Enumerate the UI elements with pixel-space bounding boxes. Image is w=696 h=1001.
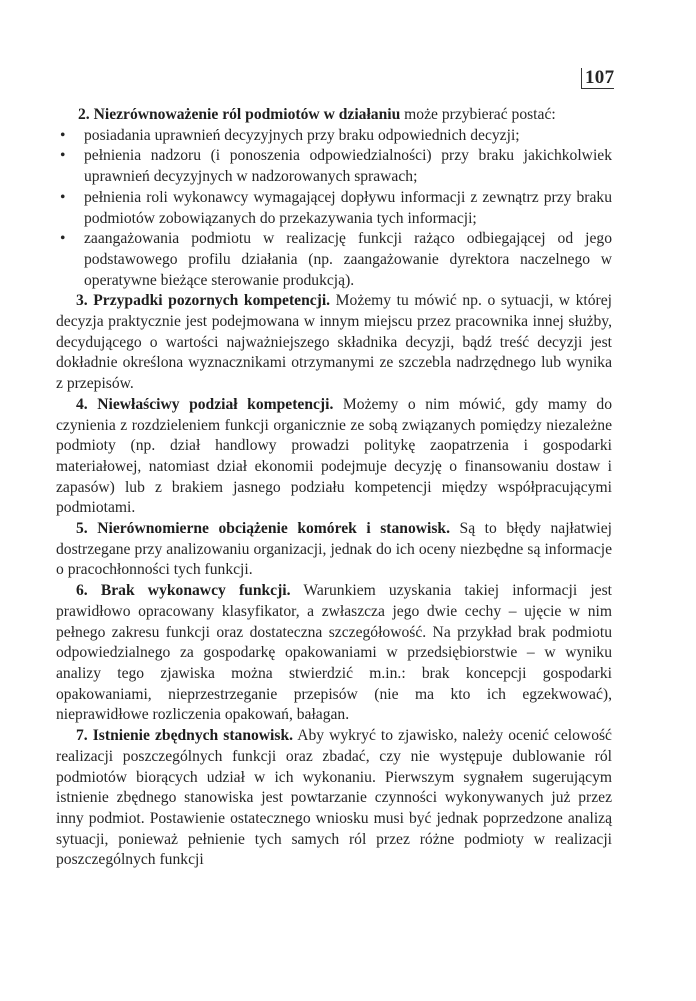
bullet-list	[56, 126, 612, 292]
paragraph-section-2	[56, 105, 612, 126]
bullet-marker: •	[60, 188, 66, 206]
list-item	[56, 126, 612, 147]
section-4-text: Możemy o nim mówić, gdy mamy do czynienia z rozdzieleniem funkcji organicznie ze sobą związanych pomiędzy niezależne podmioty (np. dział handlowy prowadzi politykę zaopatrzenia i gospodarki materiałowej, natomiast dział ekonomii podejmuje decyzję o finansowaniu dostaw i zapasów) lub z brakiem jasnego podziału kompetencji między współpracującymi podmiotami.	[56, 395, 613, 517]
list-item	[56, 146, 612, 187]
list-item-text: zaangażowania podmiotu w realizację funkcji rażąco odbiegającej od jego podstawowego profilu działania (np. zaangażowanie dyrektora naczelnego w operatywne bieżące sterowanie produkcją).	[84, 230, 612, 289]
bullet-marker: •	[60, 147, 66, 165]
section-2-text: może przybierać postać:	[400, 106, 556, 123]
paragraph-section-4	[56, 395, 612, 519]
paragraph-section-5	[56, 519, 612, 581]
paragraph-section-3	[56, 291, 612, 395]
paragraph-section-6	[56, 581, 612, 726]
section-3-text: Możemy tu mówić np. o sytuacji, w której decyzja praktycznie jest podejmowana w innym miejscu przez pracownika innej służby, decydującego o wartości najważniejszego składnika decyzji, bądź treść decyzji jest dokładnie określona wyznacznikami otrzymanymi ze szczebla nadrzędnego lub wynika z przepisów.	[56, 292, 613, 393]
section-6-heading: 6. Brak wykonawcy funkcji.	[76, 582, 291, 600]
list-item	[56, 188, 612, 229]
list-item-text: pełnienia roli wykonawcy wymagającej dopływu informacji z zewnątrz przy braku podmiotów zobowiązanych do przekazywania tych informacji;	[84, 188, 612, 227]
list-item-text: posiadania uprawnień decyzyjnych przy braku odpowiednich decyzji;	[84, 126, 520, 144]
bullet-marker: •	[60, 126, 66, 144]
section-3-heading: 3. Przypadki pozornych kompetencji.	[76, 292, 331, 310]
section-4-heading: 4. Niewłaściwy podział kompetencji.	[76, 395, 334, 413]
section-6-text: Warunkiem uzyskania takiej informacji jest prawidłowo opracowany klasyfikator, a zwłaszcza jego dwie cechy – ujęcie w nim pełnego zakresu funkcji oraz dostateczna szczegółowość. Na przykład brak podmiotu odpowiedzialnego za gospodarkę opakowaniami w przedsiębiorstwie – w wyniku analizy tego zjawiska można stwierdzić m.in.: brak koncepcji gospodarki opakowaniami, nieprzestrzeganie przepisów (nie ma kto ich egzekwować), nieprawidłowe rozliczenia opakowań, bałagan.	[56, 582, 612, 724]
bullet-marker: •	[60, 230, 66, 248]
paragraph-section-7	[56, 726, 612, 871]
section-5-text: Są to błędy najłatwiej dostrzegane przy analizowaniu organizacji, jednak do ich oceny niezbędne są informacje o pracochłonności tych funkcji.	[56, 520, 612, 579]
page-number: 107	[581, 68, 614, 89]
section-5-heading: 5. Nierównomierne obciążenie komórek i stanowisk.	[76, 520, 450, 538]
list-item-text: pełnienia nadzoru (i ponoszenia odpowiedzialności) przy braku jakichkolwiek uprawnień decyzyjnych w nadzorowanych sprawach;	[84, 147, 612, 186]
section-2-heading: 2. Niezrównoważenie ról podmiotów w działaniu	[78, 106, 401, 123]
section-7-heading: 7. Istnienie zbędnych stanowisk.	[76, 727, 294, 745]
page-body	[56, 105, 612, 871]
section-7-text: Aby wykryć to zjawisko, należy ocenić celowość realizacji poszczególnych funkcji oraz zbadać, czy nie występuje dublowanie ról podmiotów biorących udział w ich wykonaniu. Pierwszym sygnałem sugerującym istnienie zbędnego stanowiska jest powtarzanie czynności wykonywanych już przez inny podmiot. Postawienie ostatecznego wniosku musi być jednak poprzedzone analizą sytuacji, ponieważ pełnienie tych samych ról przez różne podmioty w realizacji poszczególnych funkcji	[56, 727, 612, 869]
list-item	[56, 229, 612, 291]
